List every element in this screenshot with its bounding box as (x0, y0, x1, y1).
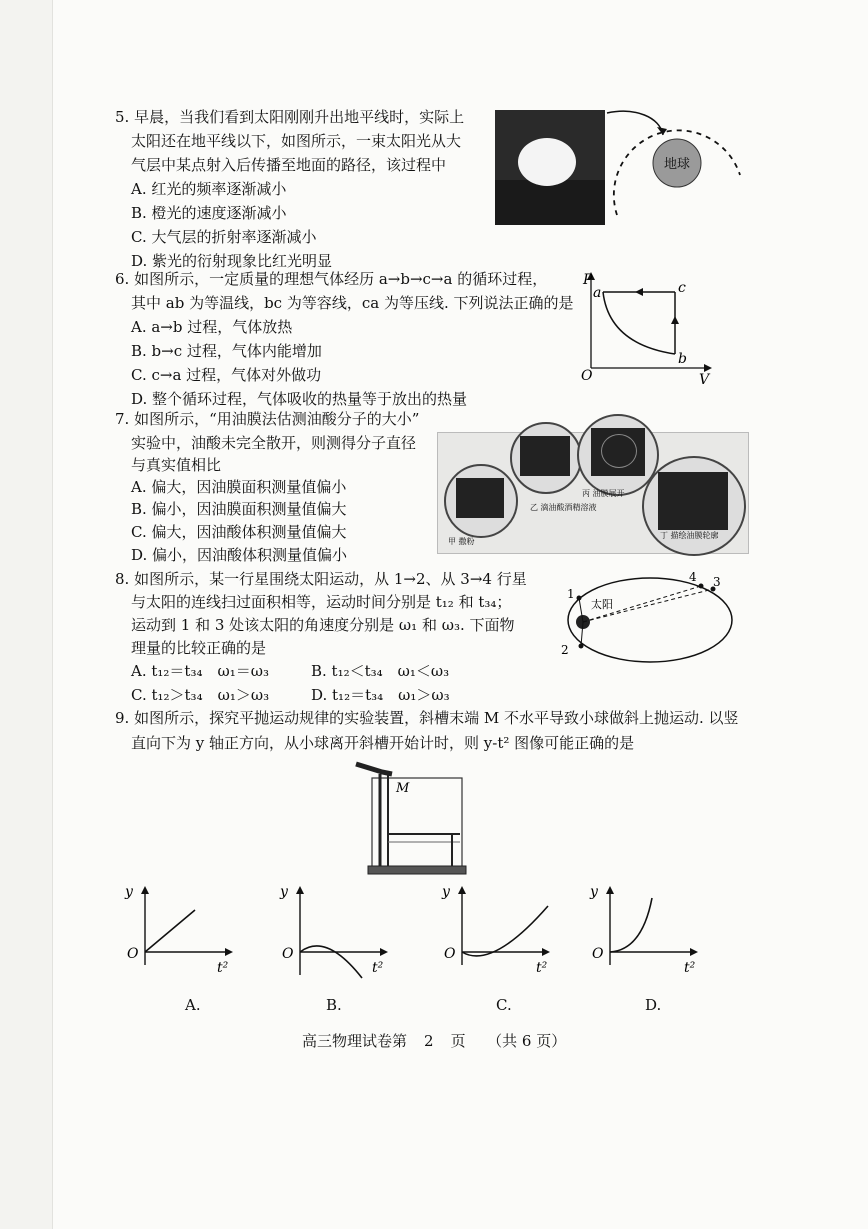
graph-b-letter: B. (326, 996, 342, 1014)
q5-option-b: B. 橙光的速度逐渐减小 (131, 204, 287, 222)
m-label: M (396, 781, 410, 796)
step-1-circle (444, 464, 518, 538)
curve-b (300, 946, 362, 978)
q5-line-2: 太阳还在地平线以下，如图所示，一束太阳光从大 (131, 132, 462, 150)
y-axis-arrow-icon (296, 886, 304, 894)
graph-a-letter: A. (185, 996, 201, 1014)
sun-disk-icon (518, 138, 576, 186)
caption-yi: 乙 滴油酸酒精溶液 (530, 503, 597, 512)
q9-graph-d (580, 880, 705, 980)
footer-page-number: 2 (424, 1032, 434, 1050)
q6-pv-graph (575, 270, 725, 390)
origin-label: O (127, 946, 139, 962)
q9-line-1: 9. 如图所示，探究平抛运动规律的实验装置，斜槽末端 M 不水平导致小球做斜上抛运动. 以竖 (115, 709, 739, 727)
x-axis-arrow-icon (704, 364, 712, 372)
x-axis-arrow-icon (380, 948, 388, 956)
q6-option-b: B. b→c 过程，气体内能增加 (131, 342, 322, 360)
axis-v-label: V (699, 372, 710, 388)
origin-label: O (282, 946, 294, 962)
q7-line-3: 与真实值相比 (131, 456, 222, 474)
point-1-label: 1 (567, 587, 575, 601)
q8-orbit-diagram (555, 570, 745, 665)
point-a-label: a (593, 285, 602, 301)
q5-option-d: D. 紫光的衍射现象比红光明显 (131, 252, 333, 270)
sun-label: 太阳 (591, 598, 613, 611)
q5-line-3: 气层中某点射入后传播至地面的路径，该过程中 (131, 156, 447, 174)
q8-line-1: 8. 如图所示，某一行星围绕太阳运动，从 1→2、从 3→4 行星 (115, 570, 527, 588)
q5-option-a: A. 红光的频率逐渐减小 (131, 180, 287, 198)
axis-x-label: t² (217, 960, 229, 976)
x-axis-arrow-icon (542, 948, 550, 956)
y-axis-arrow-icon (458, 886, 466, 894)
step-2-circle (510, 422, 582, 494)
point-4-label: 4 (689, 570, 697, 584)
origin-label: O (592, 946, 604, 962)
axis-x-label: t² (684, 960, 696, 976)
x-axis-arrow-icon (690, 948, 698, 956)
curve-d (610, 898, 652, 952)
y-axis-arrow-icon (141, 886, 149, 894)
apparatus-base (368, 866, 466, 874)
footer-total-pages: （共 6 页） (487, 1032, 567, 1050)
q7-option-d: D. 偏小，因油酸体积测量值偏小 (131, 546, 348, 564)
axis-y-label: y (590, 884, 598, 900)
origin-label: O (581, 368, 593, 384)
q6-option-d: D. 整个循环过程，气体吸收的热量等于放出的热量 (131, 390, 468, 408)
page-footer (302, 1030, 566, 1051)
step-4-circle (642, 456, 746, 556)
q7-option-b: B. 偏小，因油膜面积测量值偏大 (131, 500, 347, 518)
curve-a (145, 910, 195, 952)
q6-option-c: C. c→a 过程，气体对外做功 (131, 366, 322, 384)
point-b-label: b (678, 351, 687, 367)
q7-line-1: 7. 如图所示，“用油膜法估测油酸分子的大小” (115, 410, 420, 428)
q5-sunrise-photo (495, 110, 605, 225)
q6-option-a: A. a→b 过程，气体放热 (131, 318, 293, 336)
chute (356, 764, 392, 774)
axis-y-label: y (442, 884, 450, 900)
axis-x-label: t² (536, 960, 548, 976)
caption-bing: 丙 油膜展开 (582, 489, 625, 498)
q8-option-d: D. t₁₂＝t₃₄ ω₁＞ω₃ (311, 686, 450, 704)
origin-label: O (444, 946, 456, 962)
q7-oil-film-photo (432, 412, 752, 557)
light-path (607, 111, 663, 135)
axis-y-label: y (125, 884, 133, 900)
q8-option-a: A. t₁₂＝t₃₄ ω₁＝ω₃ (131, 662, 269, 680)
graph-c-letter: C. (496, 996, 512, 1014)
q8-line-3: 运动到 1 和 3 处该太阳的角速度分别是 ω₁ 和 ω₃. 下面物 (131, 616, 515, 634)
curve-c (462, 906, 548, 956)
q9-graph-b (270, 880, 395, 980)
q9-graph-c (432, 880, 557, 980)
q8-option-c: C. t₁₂＞t₃₄ ω₁＞ω₃ (131, 686, 270, 704)
q5-option-c: C. 大气层的折射率逐渐减小 (131, 228, 317, 246)
axis-y-label: y (280, 884, 288, 900)
page-margin (0, 0, 53, 1229)
q7-option-a: A. 偏大，因油膜面积测量值偏小 (131, 478, 347, 496)
q7-line-2: 实验中，油酸未完全散开，则测得分子直径 (131, 434, 417, 452)
q5-line-1: 5. 早晨，当我们看到太阳刚刚升出地平线时，实际上 (115, 108, 465, 126)
q9-graph-a (115, 880, 240, 980)
q5-earth-diagram (605, 105, 755, 225)
caption-jia: 甲 撒粉 (448, 537, 475, 546)
q8-line-2: 与太阳的连线扫过面积相等，运动时间分别是 t₁₂ 和 t₃₄； (131, 593, 512, 611)
axis-x-label: t² (372, 960, 384, 976)
isotherm-ab (603, 292, 675, 354)
axis-p-label: P (583, 272, 593, 288)
graph-d-letter: D. (645, 996, 662, 1014)
q9-line-2: 直向下为 y 轴正方向，从小球离开斜槽开始计时，则 y-t² 图像可能正确的是 (131, 734, 635, 752)
q6-line-1: 6. 如图所示，一定质量的理想气体经历 a→b→c→a 的循环过程， (115, 270, 548, 288)
q7-option-c: C. 偏大，因油酸体积测量值偏大 (131, 523, 347, 541)
q9-apparatus (352, 758, 472, 878)
x-axis-arrow-icon (225, 948, 233, 956)
point-2-label: 2 (561, 643, 569, 657)
q8-line-4: 理量的比较正确的是 (131, 639, 267, 657)
footer-subject: 高三物理试卷第 (302, 1032, 408, 1050)
q8-option-b: B. t₁₂＜t₃₄ ω₁＜ω₃ (311, 662, 450, 680)
earth-label: 地球 (663, 157, 691, 172)
point-3-label: 3 (713, 575, 721, 589)
point-c-label: c (678, 280, 686, 296)
footer-page-unit: 页 (450, 1032, 466, 1050)
y-axis-arrow-icon (606, 886, 614, 894)
caption-ding: 丁 描绘油膜轮廓 (660, 531, 719, 540)
q6-line-2: 其中 ab 为等温线，bc 为等容线，ca 为等压线. 下列说法正确的是 (131, 294, 574, 312)
